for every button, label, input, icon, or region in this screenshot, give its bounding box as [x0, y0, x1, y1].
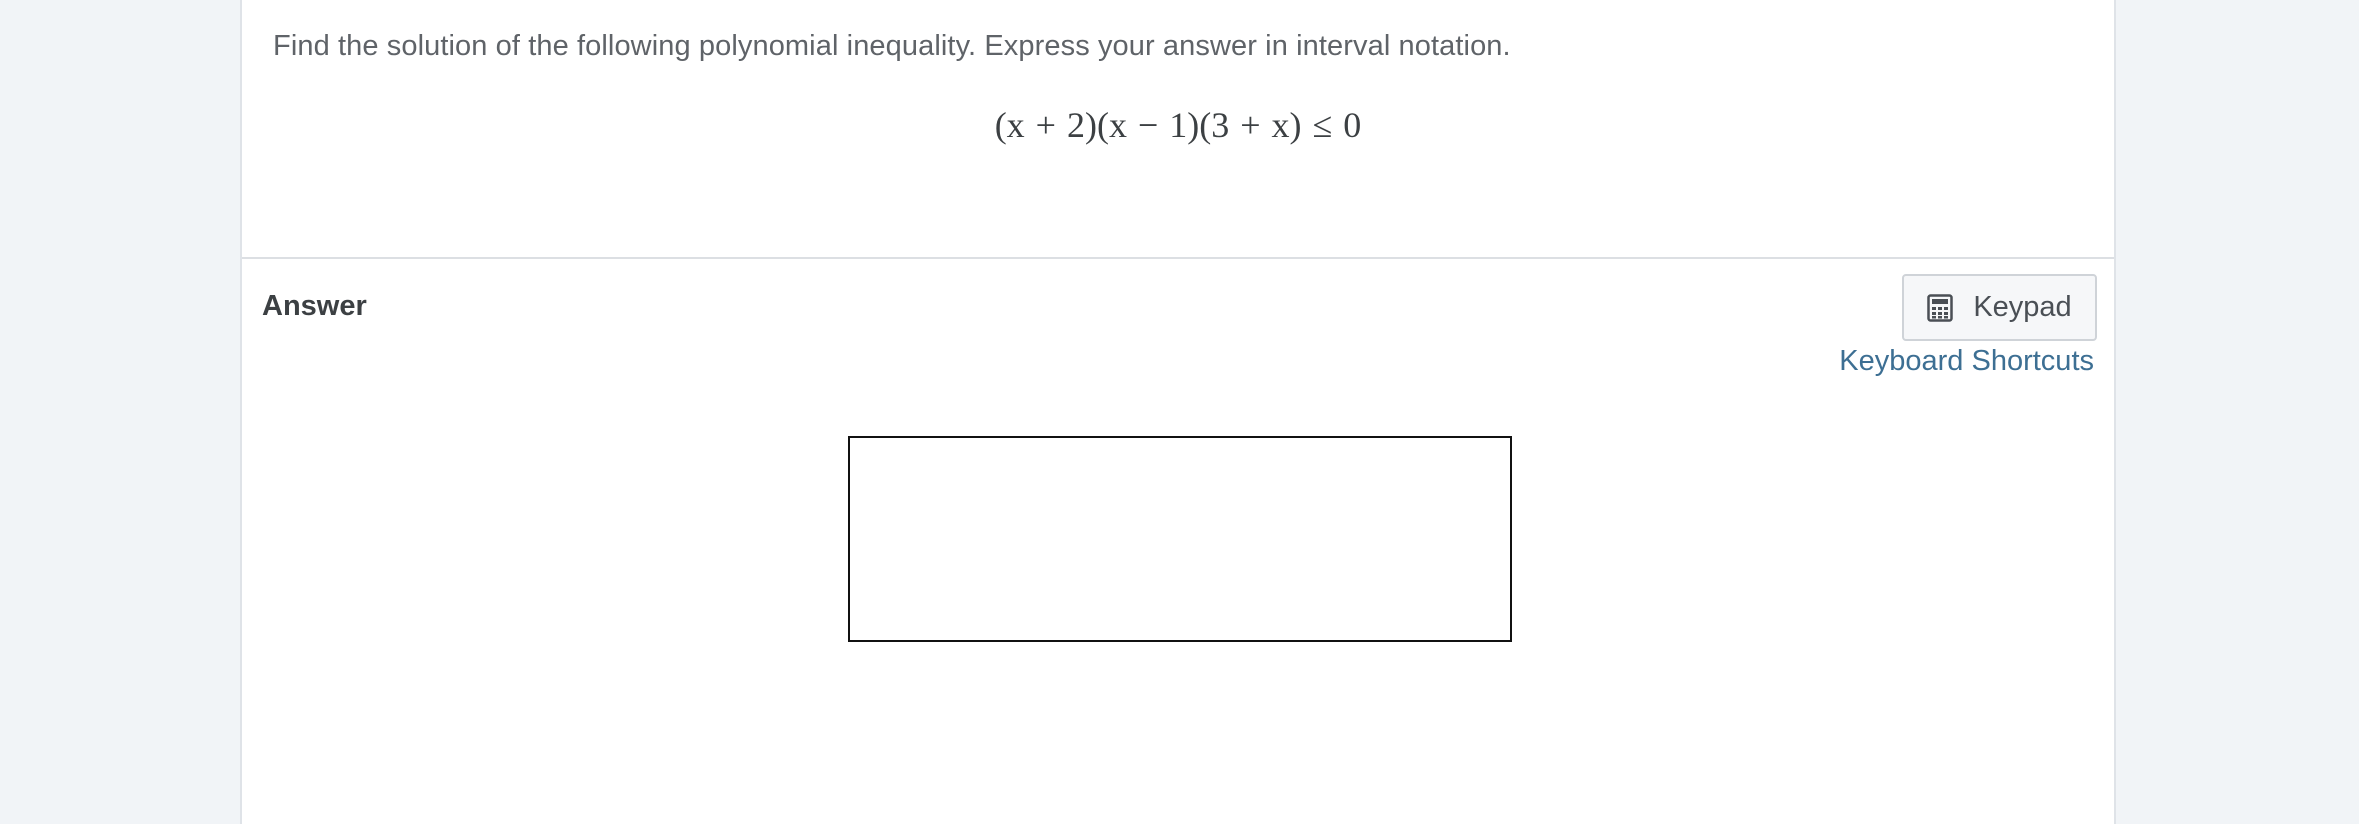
- question-prompt: Find the solution of the following polynomial inequality. Express your answer in interval notation.: [273, 30, 1511, 62]
- question-card: [240, 0, 2116, 824]
- answer-heading: Answer: [262, 290, 367, 322]
- calculator-icon: [1927, 294, 1953, 322]
- inequality-expression: (x + 2)(x − 1)(3 + x) ≤ 0: [994, 105, 1362, 145]
- question-section: [242, 0, 2114, 259]
- keypad-button[interactable]: [1902, 274, 2097, 341]
- keyboard-shortcuts-link[interactable]: Keyboard Shortcuts: [1839, 345, 2094, 377]
- answer-input[interactable]: [848, 436, 1512, 642]
- keypad-button-label: Keypad: [1973, 291, 2072, 323]
